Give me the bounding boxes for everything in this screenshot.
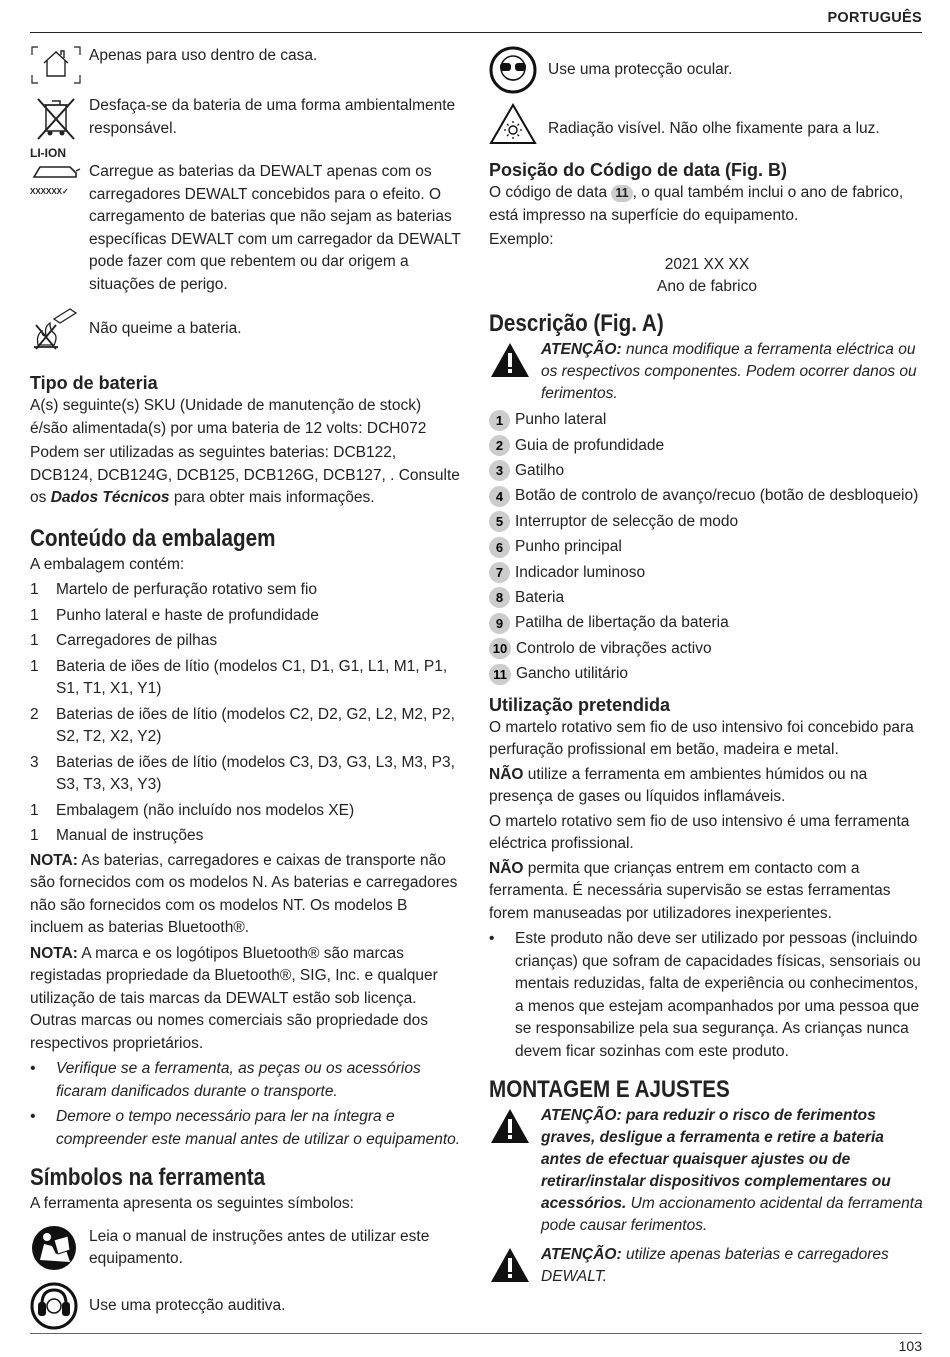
item-quantity: 3 — [30, 753, 39, 771]
package-bullet — [30, 1058, 462, 1103]
symbol-text: Não queime a bateria. — [89, 320, 242, 337]
package-bullet — [30, 1106, 462, 1151]
package-item — [30, 752, 462, 797]
warning-icon — [489, 339, 531, 379]
part-number-badge: 11 — [489, 664, 511, 685]
text-run: nunca modifique a ferramenta eléctrica ou os respectivos componentes. Podem ocorrer danos ou ferimentos. — [541, 340, 917, 402]
warning-label: ATENÇÃO: — [541, 1246, 622, 1264]
text-run: permita que crianças entrem em contacto com a ferramenta. É necessária supervisão se estas ferramentas forem manuseadas por utilizadores inexperientes. — [489, 859, 891, 922]
bullet: • — [30, 1060, 36, 1077]
intended-use-p4 — [489, 858, 925, 926]
item-quantity: 1 — [30, 632, 39, 649]
package-item — [30, 630, 462, 653]
item-text: Embalagem (não incluído nos modelos XE) — [56, 801, 355, 819]
eye-protection-icon — [489, 46, 541, 94]
part-number-badge: 5 — [489, 511, 510, 532]
emphasis: NÃO — [489, 765, 524, 783]
package-bullets — [30, 1058, 462, 1151]
description-warning — [489, 339, 925, 405]
emphasis: NÃO — [489, 859, 524, 877]
parts-list — [489, 408, 925, 687]
no-fire-battery-icon — [30, 305, 82, 351]
text-run: utilize a ferramenta em ambientes húmidos ou na presença de gases ou líquidos inflamáveis. — [489, 765, 868, 806]
symbol-text: Radiação visível. Não olhe fixamente para a luz. — [548, 120, 880, 137]
note-1 — [30, 850, 462, 940]
date-code-paragraph — [489, 182, 925, 227]
house-icon — [30, 45, 82, 85]
warning-bold-text: para reduzir o risco de ferimentos graves, desligue a ferramenta e retire a bateria antes de efectuar quaisquer ajustes ou de retirar/instalar dispositivos complementares ou acessórios. — [541, 1107, 891, 1213]
note-text: As baterias, carregadores e caixas de transporte não são fornecidos com os modelos N. As baterias e carregadores não são fornecidos com os modelos NT. Os modelos B incluem as baterias Bluetooth®. — [30, 851, 458, 936]
note-text: A marca e os logótipos Bluetooth® são marcas registadas propriedade da Bluetooth®, SIG, Inc. e qualquer utilização de tais marcas da DEWALT estão sob licença. Outras marcas ou nomes comerciais são propriedade dos respectivos proprietários. — [30, 944, 438, 1052]
part-number-badge: 2 — [489, 435, 510, 456]
part-label: Botão de controlo de avanço/recuo (botão de desbloqueio) — [515, 487, 919, 505]
item-quantity: 1 — [30, 606, 39, 624]
text-run: Um accionamento acidental da ferramenta pode causar ferimentos. — [541, 1195, 923, 1235]
crossed-bin-icon — [30, 95, 82, 147]
bullet-text: Verifique se a ferramenta, as peças ou os acessórios ficaram danificados durante o transporte. — [56, 1060, 421, 1100]
example-label: Exemplo: — [489, 231, 554, 248]
part-number-badge: 3 — [489, 460, 510, 481]
intended-use-heading: Utilização pretendida — [489, 694, 671, 715]
symbol-text: Use uma protecção ocular. — [548, 61, 733, 78]
part-item — [489, 585, 925, 610]
description-heading: Descrição (Fig. A) — [489, 309, 664, 337]
visible-radiation-icon — [489, 102, 541, 146]
header-language: PORTUGUÊS — [827, 10, 922, 26]
top-rule — [30, 32, 922, 33]
part-number-badge: 10 — [489, 638, 511, 659]
part-label: Gatilho — [515, 461, 565, 479]
item-text: Bateria de iões de lítio (modelos C1, D1, G1, L1, M1, P1, S1, T1, X1, Y1) — [56, 657, 448, 697]
li-ion-label: LI-ION — [30, 146, 66, 160]
callout-badge: 11 — [611, 185, 632, 202]
part-label: Controlo de vibrações activo — [516, 639, 712, 657]
part-item — [489, 611, 925, 636]
part-item — [489, 636, 925, 661]
part-label: Indicador luminoso — [515, 563, 646, 581]
package-intro: A embalagem contém: — [30, 555, 185, 573]
symbol-ear-protection — [30, 1282, 462, 1332]
part-item — [489, 509, 925, 534]
part-label: Guia de profundidade — [515, 436, 665, 454]
symbol-charger — [30, 161, 462, 301]
assembly-warning-2 — [489, 1244, 925, 1288]
symbol-text: Desfaça-se da bateria de uma forma ambientalmente responsável. — [89, 97, 456, 137]
symbol-text: Use uma protecção auditiva. — [89, 1296, 286, 1314]
text-run: utilize apenas baterias e carregadores DEWALT. — [541, 1246, 889, 1286]
warning-icon — [489, 1244, 531, 1284]
battery-type-heading: Tipo de bateria — [30, 373, 158, 393]
part-label: Punho principal — [515, 538, 622, 556]
package-item — [30, 825, 462, 848]
bullet-text: Demore o tempo necessário para ler na íntegra e compreender este manual antes de utilizar o equipamento. — [56, 1108, 461, 1148]
part-item — [489, 433, 925, 458]
item-text: Carregadores de pilhas — [56, 632, 218, 649]
text-run: para obter mais informações. — [169, 489, 375, 506]
tool-symbols-intro: A ferramenta apresenta os seguintes símbolos: — [30, 1195, 354, 1212]
bullet-text: Este produto não deve ser utilizado por pessoas (incluindo crianças) que sofram de capacidades físicas, sensoriais ou mentais reduzidas, falta de experiência ou conhecimentos, a menos que estejam acompanhados por uma pessoa que se responsabilize pela sua segurança. As crianças nunca devem ficar sozinhas com este produto. — [515, 930, 921, 1060]
item-text: Manual de instruções — [56, 827, 204, 844]
item-text: Baterias de iões de lítio (modelos C3, D3, G3, L3, M3, P3, S3, T3, X3, Y3) — [56, 753, 455, 793]
package-list — [30, 579, 462, 848]
technical-data-ref: Dados Técnicos — [50, 489, 170, 506]
part-label: Interruptor de selecção de modo — [515, 512, 739, 530]
package-item — [30, 656, 462, 701]
package-item — [30, 800, 462, 823]
item-quantity: 2 — [30, 705, 39, 723]
part-number-badge: 7 — [489, 562, 510, 583]
item-quantity: 1 — [30, 657, 39, 675]
bottom-rule — [30, 1333, 922, 1334]
ear-protection-icon — [30, 1282, 82, 1330]
date-code-caption: Ano de fabrico — [657, 278, 757, 295]
read-manual-icon — [30, 1224, 82, 1272]
part-label: Bateria — [515, 588, 565, 606]
part-label: Gancho utilitário — [516, 665, 629, 683]
page-number: 103 — [898, 1338, 922, 1354]
text-run: O código de data — [489, 184, 612, 201]
left-column — [30, 45, 462, 1332]
part-number-badge: 1 — [489, 410, 510, 431]
item-quantity: 1 — [30, 827, 39, 844]
symbol-text: Carregue as baterias da DEWALT apenas com os carregadores DEWALT concebidos para o efeito. O carregamento de baterias que não sejam as baterias específicas DEWALT com um carregador da DEWALT pode fazer com que rebentem ou dar origem a situações de perigo. — [89, 163, 461, 293]
battery-charger-icon — [30, 161, 82, 183]
item-text: Martelo de perfuração rotativo sem fio — [56, 581, 318, 598]
item-quantity: 1 — [30, 581, 39, 598]
item-quantity: 1 — [30, 801, 39, 819]
bullet: • — [489, 930, 495, 948]
date-code-heading: Posição do Código de data (Fig. B) — [489, 160, 788, 180]
charger-code-label: XXXXXX✓ — [30, 187, 69, 196]
symbol-indoor-use — [30, 45, 462, 95]
warning-text — [541, 1105, 925, 1237]
intended-use-p3: O martelo rotativo sem fio de uso intensivo é uma ferramenta eléctrica profissional. — [489, 812, 910, 853]
symbol-read-manual — [30, 1224, 462, 1278]
note-label: NOTA: — [30, 944, 78, 962]
note-label: NOTA: — [30, 851, 78, 869]
warning-icon — [489, 1105, 531, 1145]
symbol-eye-protection — [489, 46, 925, 98]
package-item — [30, 704, 462, 749]
part-label: Punho lateral — [515, 411, 607, 429]
text-run: Podem ser utilizadas as seguintes baterias: DCB122, DCB124, DCB124G, DCB125, DCB126G, DCB127, . Consulte os — [30, 444, 460, 506]
part-number-badge: 6 — [489, 537, 510, 558]
item-text: Baterias de iões de lítio (modelos C2, D2, G2, L2, M2, P2, S2, T2, X2, Y2) — [56, 705, 455, 745]
symbol-dispose-battery — [30, 95, 462, 159]
bullet: • — [30, 1108, 36, 1125]
intended-use-p2 — [489, 764, 925, 809]
package-item — [30, 579, 462, 602]
part-item — [489, 408, 925, 433]
warning-label: ATENÇÃO: — [541, 1107, 622, 1125]
item-text: Punho lateral e haste de profundidade — [56, 606, 319, 624]
text-run: , o qual também inclui o ano de fabrico, está impresso na superfície do equipamento. — [489, 184, 904, 224]
symbol-text: Apenas para uso dentro de casa. — [89, 47, 318, 64]
part-number-badge: 9 — [489, 613, 510, 634]
intended-use-p1: O martelo rotativo sem fio de uso intensivo foi concebido para perfuração profissional em betão, madeira e metal. — [489, 718, 914, 759]
symbol-no-burn — [30, 305, 462, 359]
right-column — [489, 46, 925, 1288]
tool-symbols-heading: Símbolos na ferramenta — [30, 1164, 266, 1191]
date-code-example: 2021 XX XX — [664, 255, 750, 273]
symbol-icon-wrap — [30, 95, 82, 160]
part-item — [489, 661, 925, 686]
symbol-text: Leia o manual de instruções antes de utilizar este equipamento. — [89, 1227, 430, 1267]
warning-text — [541, 339, 925, 405]
assembly-heading: MONTAGEM E AJUSTES — [489, 1076, 730, 1104]
assembly-warning-1 — [489, 1105, 925, 1237]
part-item — [489, 534, 925, 559]
intended-use-bullet — [489, 928, 925, 1063]
part-number-badge: 8 — [489, 587, 510, 608]
symbol-icon-wrap — [30, 161, 82, 196]
warning-text — [541, 1244, 925, 1288]
package-contents-heading: Conteúdo da embalagem — [30, 524, 276, 552]
warning-label: ATENÇÃO: — [541, 340, 622, 358]
part-number-badge: 4 — [489, 486, 510, 507]
battery-type-paragraph-2 — [30, 442, 462, 510]
symbol-visible-radiation — [489, 102, 925, 152]
part-item — [489, 458, 925, 483]
part-item — [489, 560, 925, 585]
part-item — [489, 484, 925, 509]
package-item — [30, 605, 462, 628]
part-label: Patilha de libertação da bateria — [515, 614, 729, 632]
note-2 — [30, 943, 462, 1056]
battery-type-paragraph: A(s) seguinte(s) SKU (Unidade de manutenção de stock) é/são alimentada(s) por uma bateria de 12 volts: DCH072 — [30, 397, 427, 437]
